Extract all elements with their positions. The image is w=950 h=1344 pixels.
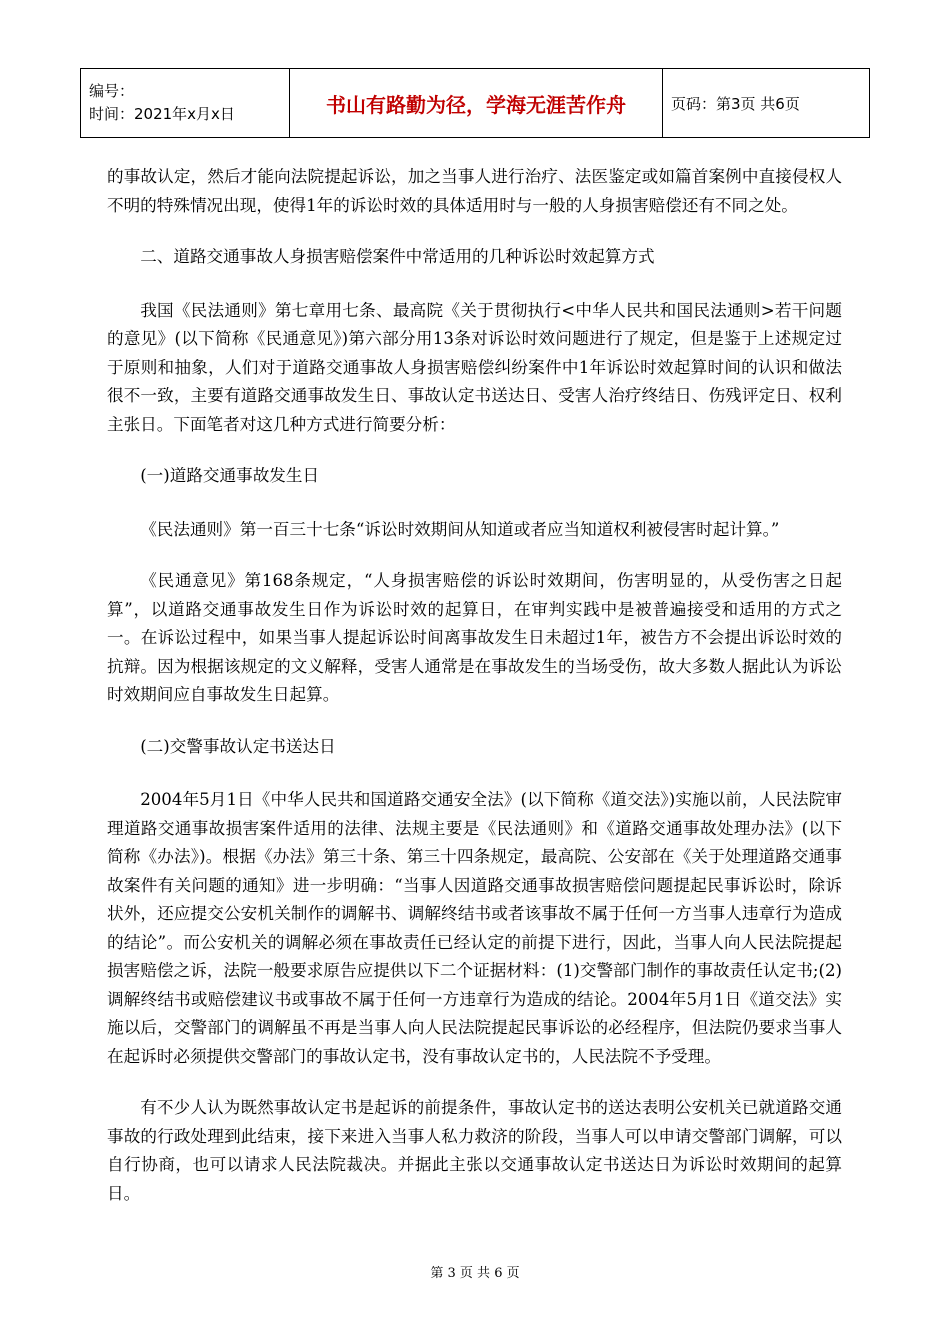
- paragraph-civil-law-137: 《民法通则》第一百三十七条“诉讼时效期间从知道或者应当知道权利被侵害时起计算。”: [140, 519, 780, 539]
- subheading-report-delivery-date: (二)交警事故认定书送达日: [140, 736, 336, 756]
- document-body: [107, 163, 842, 1208]
- paragraph-report-as-start: 有不少人认为既然事故认定书是起诉的前提条件，事故认定书的送达表明公安机关已就道路交通事故的行政处理到此结束，接下来进入当事人私力救济的阶段，当事人可以申请交警部门调解，可以自行协商，也可以请求人民法院裁决。并据此主张以交通事故认定书送达日为诉讼时效期间的起算日。: [107, 1098, 842, 1203]
- paragraph-continuation: 的事故认定，然后才能向法院提起诉讼，加之当事人进行治疗、法医鉴定或如篇首案例中直接侵权人不明的特殊情况出现，使得1年的诉讼时效的具体适用时与一般的人身损害赔偿还有不同之处。: [107, 167, 842, 215]
- subheading-accident-date: (一)道路交通事故发生日: [140, 466, 320, 485]
- document-time-label: 时间：2021年x月x日: [89, 105, 235, 123]
- document-number-label: 编号：: [89, 82, 135, 100]
- paragraph-traffic-safety-law: 2004年5月1日《中华人民共和国道路交通安全法》(以下简称《道交法》)实施以前，人民法院审理道路交通事故损害案件适用的法律、法规主要是《民法通则》和《道路交通事故处理办法》(以下简称《办法》)。根据《办法》第三十条、第三十四条规定，最高院、公安部在《关于处理道路交通事故案件有关问题的通知》进一步明确：“当事人因道路交通事故损害赔偿问题提起民事诉讼时，除诉状外，还应提交公安机关制作的调解书、调解终结书或者该事故不属于任何一方当事人违章行为造成的结论”。而公安机关的调解必须在事故责任已经认定的前提下进行，因此，当事人向人民法院提起损害赔偿之诉，法院一般要求原告应提供以下二个证据材料：(1)交警部门制作的事故责任认定书;(2)调解终结书或赔偿建议书或事故不属于任何一方违章行为造成的结论。2004年5月1日《道交法》实施以后，交警部门的调解虽不再是当事人向人民法院提起民事诉讼的必经程序，但法院仍要求当事人在起诉时必须提供交警部门的事故认定书，没有事故认定书的，人民法院不予受理。: [107, 790, 842, 1066]
- header-page-info: 页码：第3页 共6页: [663, 69, 870, 138]
- paragraph-intro-methods: 我国《民法通则》第七章用七条、最高院《关于贯彻执行<中华人民共和国民法通则>若干问题的意见》(以下简称《民通意见》)第六部分用13条对诉讼时效问题进行了规定，但是鉴于上述规定过于原则和抽象，人们对于道路交通事故人身损害赔偿纠纷案件中1年诉讼时效起算时间的认识和做法很不一致，主要有道路交通事故发生日、事故认定书送达日、受害人治疗终结日、伤残评定日、权利主张日。下面笔者对这几种方式进行简要分析：: [107, 300, 842, 434]
- header-motto: 书山有路勤为径，学海无涯苦作舟: [290, 69, 663, 138]
- header-table: [80, 68, 870, 138]
- section-heading-two: 二、道路交通事故人身损害赔偿案件中常适用的几种诉讼时效起算方式: [140, 247, 655, 266]
- paragraph-opinion-168: 《民通意见》第168条规定，“人身损害赔偿的诉讼时效期间，伤害明显的，从受伤害之日起算”，以道路交通事故发生日作为诉讼时效的起算日，在审判实践中是被普遍接受和适用的方式之一。在诉讼过程中，如果当事人提起诉讼时间离事故发生日未超过1年，被告方不会提出诉讼时效的抗辩。因为根据该规定的文义解释，受害人通常是在事故发生的当场受伤，故大多数人据此认为诉讼时效期间应自事故发生日起算。: [107, 571, 842, 704]
- header-meta: [81, 69, 290, 138]
- page-footer: 第 3 页 共 6 页: [430, 1266, 520, 1281]
